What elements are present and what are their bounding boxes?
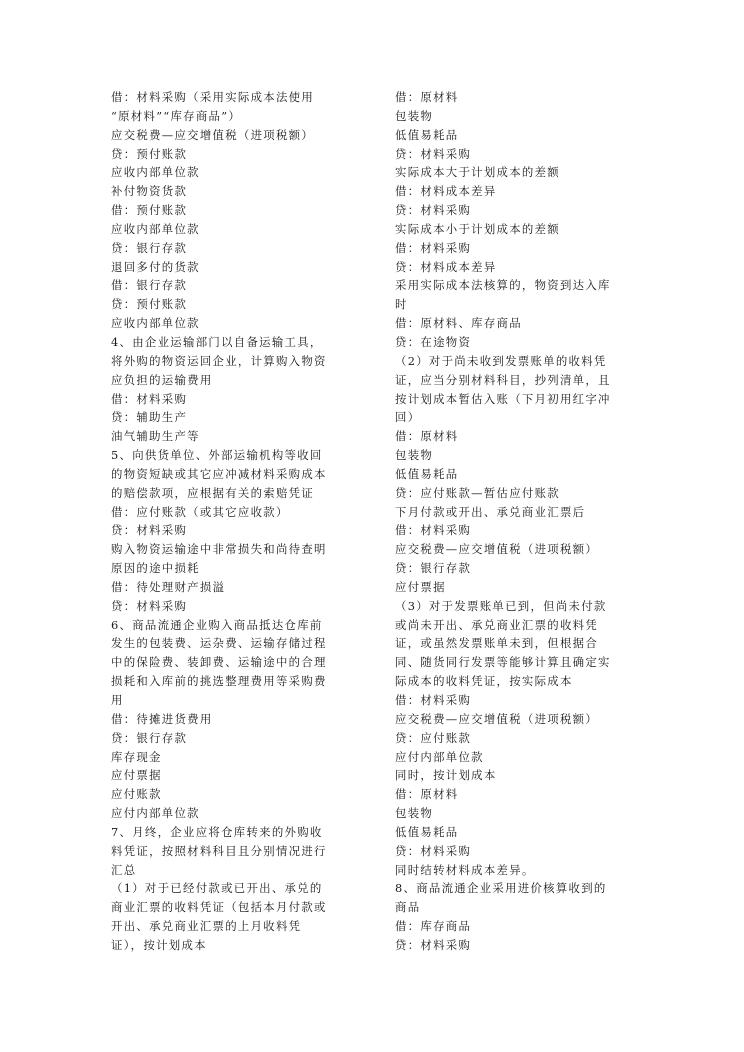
right-text-line: 借：库存商品 [395,919,472,934]
right-text-column [395,88,640,955]
left-text-line: 贷：材料采购 [111,523,188,538]
right-text-line: 包装物 [395,448,434,463]
right-text-line: 借：材料采购 [395,693,472,707]
left-text-line: 汇总 [111,862,137,877]
right-text-line: 借：原材料 [395,90,459,104]
left-text-line: 库存现金 [111,749,162,764]
left-text-line: 应付账款 [111,787,162,802]
left-text-line: （1）对于已经付款或已开出、承兑的 [111,881,323,896]
left-text-line: 发生的包装费、运杂费、运输存储过程 [111,636,327,651]
right-text-line: 下月付款或开出、承兑商业汇票后 [395,504,586,519]
right-text-line: 贷：在途物资 [395,334,472,349]
left-text-line: 贷：预付账款 [111,146,188,161]
left-text-line: 油气辅助生产等 [111,429,200,444]
left-text-line: 借：预付账款 [111,203,188,218]
right-text-line: 贷：材料采购 [395,203,472,218]
right-text-line: 贷：材料采购 [395,146,472,161]
right-text-line: 采用实际成本法核算的，物资到达入库 [395,278,611,293]
left-text-line: 贷：材料采购 [111,598,188,613]
left-text-line: 应收内部单位款 [111,316,200,331]
left-text-line: 用 [111,693,124,707]
right-text-line: 同时，按计划成本 [395,768,497,783]
left-text-line: 应交税费—应交增值税（进项税额） [111,127,315,142]
right-text-line: 借：材料采购 [395,523,472,538]
left-text-line: 借：待摊进货费用 [111,711,213,726]
right-text-line: 际成本的收料凭证，按实际成本 [395,674,573,689]
left-text-line: 借：材料采购 [111,391,188,406]
right-text-line: 贷：应付账款 [395,730,472,745]
right-text-line: 应付内部单位款 [395,749,484,764]
right-text-line: 或尚未开出、承兑商业汇票的收料凭 [395,617,599,632]
left-text-line: 借：银行存款 [111,278,188,293]
right-text-line: 回） [395,410,421,425]
left-text-line: 应负担的运输费用 [111,372,213,387]
right-text-line: 贷：材料采购 [395,843,472,858]
left-text-line: 4、由企业运输部门以自备运输工具， [111,334,323,349]
left-text-line: 中的保险费、装卸费、运输途中的合理 [111,655,327,670]
right-text-line: 8、商品流通企业采用进价核算收到的 [395,881,607,896]
left-text-line: 退回多付的货款 [111,259,200,274]
right-text-line: 证，应当分别材料科目，抄列清单，且 [395,372,611,387]
left-text-line: 6、商品流通企业购入商品抵达仓库前 [111,617,323,632]
right-text-line: 借：原材料、库存商品 [395,316,522,331]
right-text-line: 时 [395,297,408,312]
left-text-line: 借：材料采购（采用实际成本法使用 [111,90,315,104]
right-text-line: 借：原材料 [395,787,459,802]
left-text-line: 应收内部单位款 [111,165,200,180]
left-text-line: 的赔偿款项，应根据有关的索赔凭证 [111,485,315,500]
right-text-line: 贷：银行存款 [395,561,472,576]
left-text-line: “原材料”“库存商品”） [111,108,242,123]
left-text-line: 借：应付账款（或其它应收款） [111,504,289,519]
right-text-line: 同时结转材料成本差异。 [395,862,535,877]
left-text-line: 将外购的物资运回企业，计算购入物资 [111,353,327,368]
left-text-line: 贷：银行存款 [111,240,188,255]
left-text-line: 借：待处理财产损溢 [111,579,226,594]
left-text-column [111,88,361,955]
right-text-line: 贷：材料采购 [395,937,472,952]
left-text-line: 贷：辅助生产 [111,410,188,425]
left-text-line: 损耗和入库前的挑选整理费用等采购费 [111,674,327,689]
right-text-line: 应交税费—应交增值税（进项税额） [395,711,599,726]
right-text-line: 同、随货同行发票等能够计算且确定实 [395,655,611,670]
left-text-line: 原因的途中损耗 [111,561,200,576]
left-text-line: 料凭证，按照材料科目且分别情况进行 [111,843,327,858]
right-text-line: 实际成本大于计划成本的差额 [395,165,560,180]
right-text-line: 包装物 [395,806,434,821]
right-text-line: 包装物 [395,108,434,123]
right-text-line: （2）对于尚未收到发票账单的收料凭 [395,353,607,368]
left-text-line: 贷：银行存款 [111,730,188,745]
left-text-line: 证），按计划成本 [111,937,207,952]
right-text-line: 借：材料采购 [395,240,472,255]
right-text-line: 应付票据 [395,579,446,594]
left-text-line: 贷：预付账款 [111,297,188,312]
left-text-line: 5、向供货单位、外部运输机构等收回 [111,448,323,463]
right-text-line: 应交税费—应交增值税（进项税额） [395,542,599,557]
right-text-line: 低值易耗品 [395,824,459,839]
right-text-line: 证，或虽然发票账单未到，但根据合 [395,636,599,651]
left-text-line: 应付票据 [111,768,162,783]
right-text-line: 借：材料成本差异 [395,184,497,199]
right-text-line: 低值易耗品 [395,127,459,142]
right-text-line: 贷：应付账款—暂估应付账款 [395,485,560,500]
left-text-line: 的物资短缺或其它应冲减材料采购成本 [111,466,327,481]
right-text-line: 借：原材料 [395,429,459,444]
right-text-line: 实际成本小于计划成本的差额 [395,221,560,236]
left-text-line: 购入物资运输途中非常损失和尚待查明 [111,542,327,557]
left-text-line: 商业汇票的收料凭证（包括本月付款或 [111,900,327,915]
left-text-line: 开出、承兑商业汇票的上月收料凭 [111,919,302,934]
right-text-line: 贷：材料成本差异 [395,259,497,274]
left-text-line: 应收内部单位款 [111,221,200,236]
right-text-line: （3）对于发票账单已到，但尚未付款 [395,598,607,613]
left-text-line: 7、月终，企业应将仓库转来的外购收 [111,824,323,839]
left-text-line: 应付内部单位款 [111,806,200,821]
right-text-line: 按计划成本暂估入账（下月初用红字冲 [395,391,611,406]
right-text-line: 商品 [395,900,421,915]
left-text-line: 补付物资货款 [111,184,188,199]
right-text-line: 低值易耗品 [395,466,459,481]
